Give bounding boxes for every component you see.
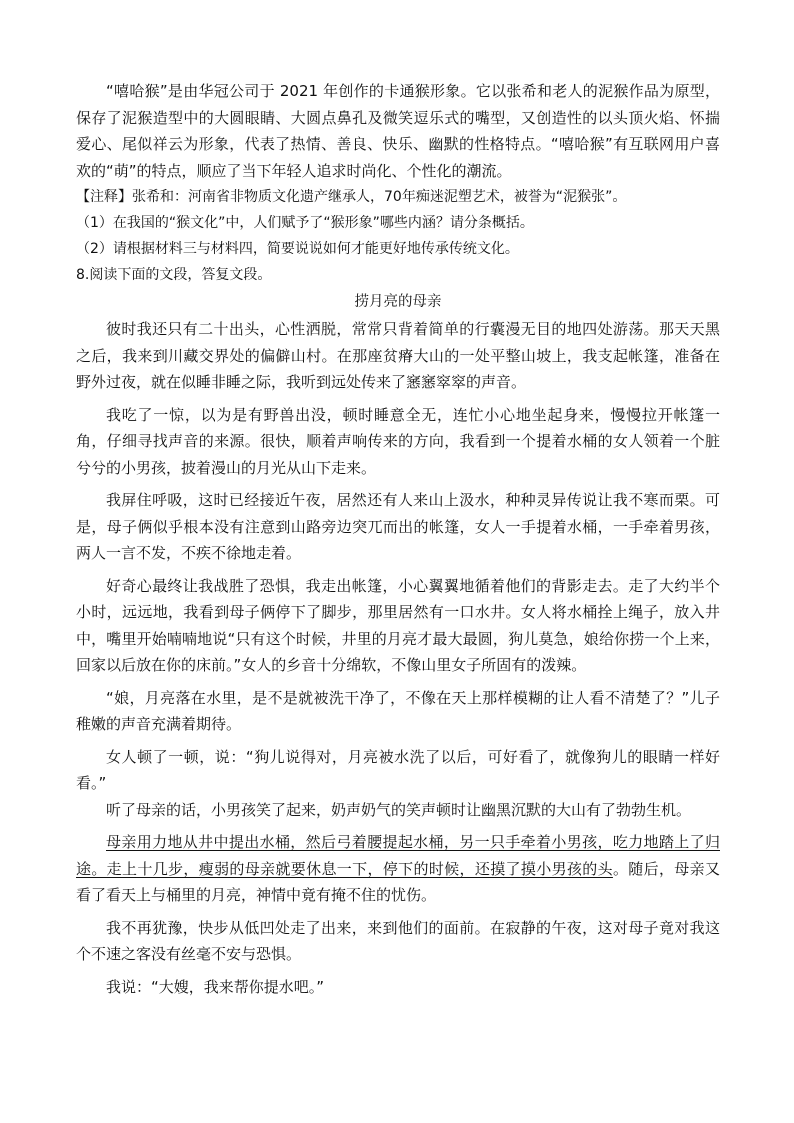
section-8-instruction: 8.阅读下面的文段，答复文段。 bbox=[76, 267, 272, 283]
article-title: 捞月亮的母亲 bbox=[354, 294, 442, 310]
article-paragraph-3: 我屏住呼吸，这时已经接近午夜，居然还有人来山上汲水，种种灵异传说让我不寒而栗。可是，母子俩似乎根本没有注意到山路旁边突兀而出的帐篷，女人一手提着水桶，一手牵着男孩，两人一言不发，不疾不徐地走着。 bbox=[76, 491, 720, 562]
question-1: （1）在我国的“猴文化”中，人们赋予了“猴形象”哪些内涵？请分条概括。 bbox=[76, 215, 534, 231]
article-paragraph-5: “娘，月亮落在水里，是不是就被洗干净了，不像在天上那样模糊的让人看不清楚了？”儿子稚嫩的声音充满着期待。 bbox=[76, 688, 720, 733]
article-paragraph-4: 好奇心最终让我战胜了恐惧，我走出帐篷，小心翼翼地循着他们的背影走去。走了大约半个小时，远远地，我看到母子俩停下了脚步，那里居然有一口水井。女人将水桶拴上绳子，放入井中，嘴里开始喃喃地说“只有这个时候，井里的月亮才最大最圆，狗儿莫急，娘给你捞一个上来，回家以后放在你的床前。”女人的乡音十分绵软，不像山里女子所固有的泼辣。 bbox=[76, 576, 720, 674]
article-paragraph-1: 彼时我还只有二十出头，心性洒脱，常常只背着简单的行囊漫无目的地四处游荡。那天天黑之后，我来到川藏交界处的偏僻山村。在那座贫瘠大山的一处平整山坡上，我支起帐篷，准备在野外过夜，就在似睡非睡之际，我听到远处传来了窸窸窣窣的声音。 bbox=[76, 320, 720, 391]
question-2: （2）请根据材料三与材料四，简要说说如何才能更好地传承传统文化。 bbox=[76, 241, 519, 257]
intro-paragraph: “嘻哈猴”是由华冠公司于 2021 年创作的卡通猴形象。它以张希和老人的泥猴作品为原型，保存了泥猴造型中的大圆眼睛、大圆点鼻孔及微笑逗乐式的嘴型，又创造性的以头顶火焰、怀揣爱心、尾似祥云为形象，代表了热情、善良、快乐、幽默的性格特点。“嘻哈猴”有互联网用户喜欢的“萌”的特点，顺应了当下年轻人追求时尚化、个性化的潮流。 bbox=[76, 82, 720, 180]
article-paragraph-8 bbox=[76, 829, 720, 909]
paragraph-8-ending: 。随后，母亲又看了看天上与桶里的月亮，神情中竟有掩不住的忧伤。 bbox=[76, 859, 720, 904]
underlined-sentence: 母亲用力地从井中提出水桶，然后弓着腰提起水桶，另一只手牵着小男孩，吃力地踏上了归途。走上十几步，瘦弱的母亲就要休息一下，停下的时候，还摸了摸小男孩的头 bbox=[76, 833, 720, 878]
article-paragraph-2: 我吃了一惊，以为是有野兽出没，顿时睡意全无，连忙小心地坐起身来，慢慢拉开帐篷一角，仔细寻找声音的来源。很快，顺着声响传来的方向，我看到一个提着水桶的女人领着一个脏兮兮的小男孩，披着漫山的月光从山下走来。 bbox=[76, 405, 720, 477]
note-line: 【注释】张希和：河南省非物质文化遗产继承人，70年痴迷泥塑艺术，被誉为“泥猴张”。 bbox=[76, 189, 627, 205]
document-page bbox=[76, 78, 720, 1000]
article-paragraph-6: 女人顿了一顿，说：“狗儿说得对，月亮被水洗了以后，可好看了，就像狗儿的眼睛一样好看。” bbox=[76, 747, 720, 792]
article-paragraph-9: 我不再犹豫，快步从低凹处走了出来，来到他们的面前。在寂静的午夜，这对母子竟对我这个不速之客没有丝毫不安与恐惧。 bbox=[76, 918, 720, 963]
article-paragraph-10: 我说：“大嫂，我来帮你提水吧。” bbox=[106, 977, 325, 996]
article-paragraph-7: 听了母亲的话，小男孩笑了起来，奶声奶气的笑声顿时让幽黑沉默的大山有了勃勃生机。 bbox=[106, 800, 692, 819]
